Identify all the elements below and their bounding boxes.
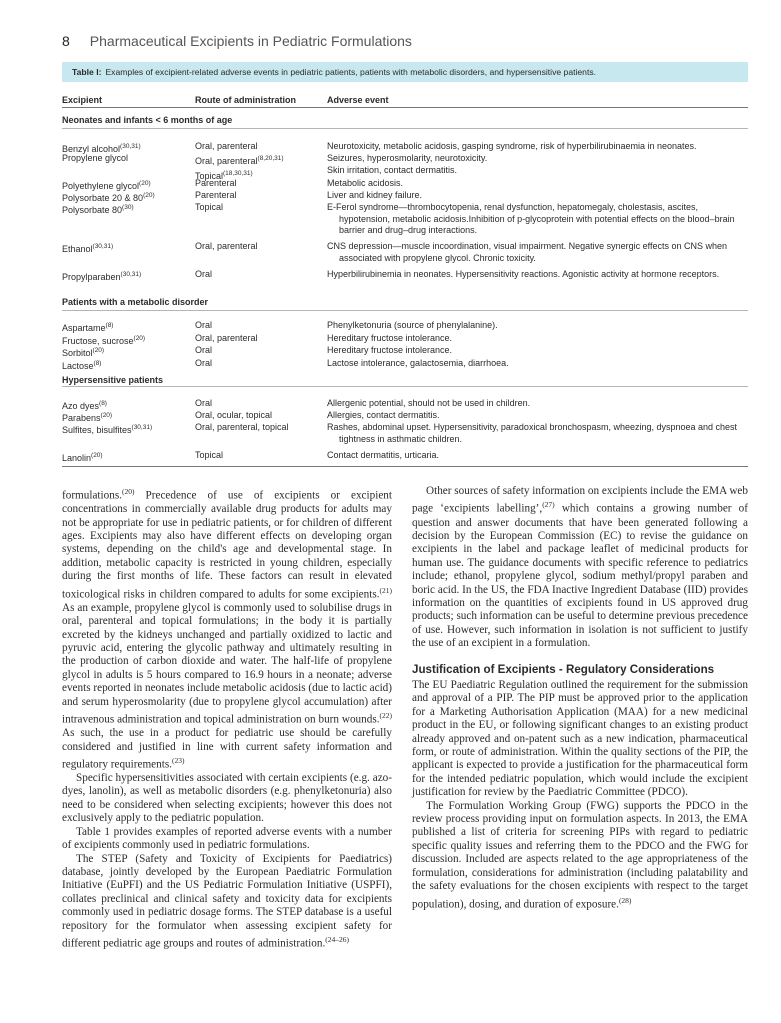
adverse-event-line: Allergenic potential, should not be used in children. xyxy=(327,398,531,408)
route-cell xyxy=(195,320,325,332)
excipient-cell xyxy=(62,450,190,465)
adverse-event-cell xyxy=(327,320,747,332)
table-section-title: Neonates and infants < 6 months of age xyxy=(62,115,233,125)
adverse-event-line: E-Ferol syndrome—thrombocytopenia, renal dysfunction, hepatomegaly, cholestasis, ascites, hypotension, metabolic acidosis.Inhibition of p-glycoprotein with potential effects on the blood–brain barrier and drug–drug interactions. xyxy=(327,202,735,235)
route-line: Oral, parenteral xyxy=(195,141,258,151)
adverse-event-line: Neurotoxicity, metabolic acidosis, gasping syndrome, risk of hyperbilirubinaemia in neonates. xyxy=(327,141,697,151)
table-section-rule xyxy=(62,310,748,311)
route-cell xyxy=(195,398,325,410)
adverse-event-cell xyxy=(327,241,747,264)
excipient-name: Aspartame xyxy=(62,323,106,333)
body-column-right xyxy=(412,485,748,912)
page-number: 8 xyxy=(62,33,70,49)
route-line: Oral, parenteral xyxy=(195,333,258,343)
route-cell xyxy=(195,333,325,345)
table-section-title: Patients with a metabolic disorder xyxy=(62,297,209,307)
adverse-event-line: Lactose intolerance, galactosemia, diarrhoea. xyxy=(327,358,509,368)
paragraph: The Formulation Working Group (FWG) supports the PDCO in the review process providing input on formulation aspects. In 2013, the EMA published a list of criteria for screening PIPs with regard to pediatric specific quality issues and referring them to the PDCO and the FWG for discussion. Included are aspects related to the age appropriateness of the formulation, considerations for administration (including palatability and the safety evaluations for the chosen excipients with respect to the target population), dosing, and duration of exposure.$^{(28)}$ xyxy=(412,799,748,911)
excipient-cell xyxy=(62,241,190,256)
adverse-event-line: Allergies, contact dermatitis. xyxy=(327,410,440,420)
excipient-cell xyxy=(62,422,190,437)
adverse-event-cell xyxy=(327,398,747,410)
adverse-event-line: Hereditary fructose intolerance. xyxy=(327,333,453,343)
route-cell xyxy=(195,190,325,202)
paragraph: Other sources of safety information on excipients include the EMA web page ‘excipients labelling’,$^{(27)}$ which contains a growing number of question and answer documents that have been generated following a decision by the European Commission (EC) to revise the guidance on excipients in the label and package leaflet of medicinal products for human use. The guidance documents with specific reference to pediatrics include; ethanol, propylene glycol, sodium methyl/propyl paraben and boric acid. In the US, the FDA Inactive Ingredient Database (IID) provides information on the quantities of excipients found in US approved drug products; such information can be useful to determine previous precedence of use. However, such information in isolation is not sufficient to justify the use of an excipient in a formulation. xyxy=(412,485,748,650)
route-cell xyxy=(195,410,325,422)
body-right-top xyxy=(412,485,748,651)
route-line: Oral, parenteral xyxy=(195,241,258,251)
citation-ref: (20) xyxy=(100,412,113,419)
route-cell xyxy=(195,358,325,370)
paragraph: The EU Paediatric Regulation outlined the requirement for the submission and approval of a PIP. The PIP must be approved prior to the application for a Marketing Authorisation Application (MAA) for a new medicinal product in the EU, or following significant changes to an existing product already approved and on-patent such as a new indication, pharmaceutical form, or route of administration. Within the quality sections of the PIP, the applicant is expected to provide a justification for the pharmaceutical form for the intended pediatric population, which would include the excipient justification for review by the Paediatric Committee (PDCO). xyxy=(412,679,748,799)
citation-ref: (30,31) xyxy=(92,243,114,250)
citation-ref: (20) xyxy=(92,347,105,354)
route-line: Topical xyxy=(195,202,224,212)
adverse-event-cell xyxy=(327,410,747,422)
citation-ref: (8) xyxy=(105,322,114,329)
adverse-event-cell xyxy=(327,141,747,153)
route-line: Oral xyxy=(195,358,213,368)
body-column-left xyxy=(62,485,392,951)
route-line: Oral xyxy=(195,320,213,330)
excipient-cell xyxy=(62,202,190,217)
citation-ref: (30,31) xyxy=(131,424,153,431)
excipient-name: Lactose xyxy=(62,361,94,371)
excipient-cell xyxy=(62,358,190,373)
excipient-name: Propylparaben xyxy=(62,272,121,282)
route-line: Oral, parenteral, topical xyxy=(195,422,289,432)
col-header-adverse-event: Adverse event xyxy=(327,95,389,105)
citation-ref: (8) xyxy=(93,360,102,367)
route-cell xyxy=(195,241,325,253)
adverse-event-line: Hyperbilirubinemia in neonates. Hypersensitivity reactions. Agonistic activity at hormone receptors. xyxy=(327,269,720,279)
adverse-event-cell xyxy=(327,450,747,462)
route-line: Oral xyxy=(195,398,213,408)
adverse-event-line: Liver and kidney failure. xyxy=(327,190,423,200)
adverse-event-cell xyxy=(327,422,747,445)
route-line: Topical xyxy=(195,450,224,460)
route-cell xyxy=(195,178,325,190)
adverse-event-cell xyxy=(327,153,747,176)
excipient-name: Fructose, sucrose xyxy=(62,336,134,346)
excipient-name: Ethanol xyxy=(62,244,93,254)
col-header-excipient: Excipient xyxy=(62,95,103,105)
route-line: Parenteral xyxy=(195,190,237,200)
table-header-rule xyxy=(62,107,748,108)
adverse-event-cell xyxy=(327,178,747,190)
col-header-route: Route of administration xyxy=(195,95,296,105)
excipient-name: Polysorbate 80 xyxy=(62,205,123,215)
adverse-event-line: Hereditary fructose intolerance. xyxy=(327,345,453,355)
excipient-name: Polyethylene glycol xyxy=(62,181,140,191)
running-title: Pharmaceutical Excipients in Pediatric Formulations xyxy=(89,33,412,49)
table-section-title: Hypersensitive patients xyxy=(62,375,164,385)
excipient-name: Propylene glycol xyxy=(62,153,129,163)
route-cell xyxy=(195,141,325,153)
adverse-event-cell xyxy=(327,202,747,237)
citation-ref: (20) xyxy=(143,192,155,199)
table-section-rule xyxy=(62,386,748,387)
adverse-event-cell xyxy=(327,190,747,202)
adverse-event-cell xyxy=(327,358,747,370)
adverse-event-cell xyxy=(327,345,747,357)
adverse-event-line: Contact dermatitis, urticaria. xyxy=(327,450,440,460)
citation-ref: (8) xyxy=(99,400,107,407)
adverse-event-line: Seizures, hyperosmolarity, neurotoxicity. xyxy=(327,153,488,163)
citation-ref: (30,31) xyxy=(120,143,141,150)
citation-ref: (30,31) xyxy=(120,271,142,278)
citation-ref: (20) xyxy=(139,180,151,187)
excipient-name: Polysorbate 20 & 80 xyxy=(62,193,144,203)
route-cell xyxy=(195,345,325,357)
route-line: Oral, parenteral$^{(8,20,31)}$ xyxy=(195,155,284,166)
adverse-event-cell xyxy=(327,333,747,345)
excipient-name: Benzyl alcohol xyxy=(62,144,121,154)
table-bottom-rule xyxy=(62,466,748,467)
adverse-event-line: Phenylketonuria (source of phenylalanine). xyxy=(327,320,498,330)
adverse-event-line: Skin irritation, contact dermatitis. xyxy=(327,164,458,175)
paragraph: The STEP (Safety and Toxicity of Excipients for Paediatrics) database, jointly developed by the European Paediatric Formulation Initiative (EuPFI) and the US Pediatric Formulation Initiative (USPFI), collates preclinical and clinical safety and toxicity data for excipients commonly used in pediatric dosage forms. The STEP database is a useful repository for the formulator when assessing excipient safety for different pediatric age groups and routes of administration.$^{(24-26)}$ xyxy=(62,852,392,950)
citation-ref: (20) xyxy=(91,452,103,459)
route-line: Oral xyxy=(195,269,213,279)
route-cell xyxy=(195,269,325,281)
paragraph: Specific hypersensitivities associated with certain excipients (e.g. azo-dyes, lanolin), as well as metabolic disorders (e.g. phenylketonuria) also need to be considered when selecting excipients; however this does not exclusively apply to the pediatric population. xyxy=(62,772,392,825)
table-caption xyxy=(62,62,748,82)
paragraph: formulations.$^{(20)}$ Precedence of use of excipients or excipient concentrations in commercially available drug products for adults may not be appropriate for use in pediatric patients, or for children of different ages. Excipients may also have different effects on developing organ systems, depending on the child's age and developmental stage. In addition, metabolic capacity is restricted in young children, especially during the first months of life. These factors can result in elevated toxicological risks in children compared to adults for some excipients.$^{(21)}$ As an example, propylene glycol is commonly used to solubilise drugs in oral, parenteral and topical formulations; in the body it is partially excreted by the kidneys unchanged and partially oxidized to lactic and pyruvic acid, entering the glycolic pathway and ultimately resulting in the production of carbon dioxide and water. The half-life of propylene glycol in adults is 5 hours compared to 16.9 hours in a neonate; adverse events reported in neonates include metabolic acidosis (due to lactic acid) and serum hyperosmolarity (due to propylene glycol accumulation) after intravenous administration and topical administration on burn wounds.$^{(22)}$ As such, the use in a product for pediatric use should be carefully considered and justified in line with current safety information and regulatory requirements.$^{(23)}$ xyxy=(62,487,392,771)
route-line: Oral, ocular, topical xyxy=(195,410,273,420)
adverse-event-cell xyxy=(327,269,747,281)
running-header xyxy=(62,33,412,49)
table-section-rule xyxy=(62,128,748,129)
excipient-name: Sorbitol xyxy=(62,348,93,358)
table-caption-label: Table I: xyxy=(72,67,102,77)
excipient-name: Lanolin xyxy=(62,453,92,463)
route-line: Parenteral xyxy=(195,178,237,188)
table-caption-text: Examples of excipient-related adverse events in pediatric patients, patients with metabolic disorders, and hypersensitive patients. xyxy=(105,67,597,77)
excipient-cell xyxy=(62,153,190,165)
section-heading: Justification of Excipients - Regulatory Considerations xyxy=(412,662,715,676)
paragraph: Table 1 provides examples of reported adverse events with a number of excipients commonly used in pediatric formulations. xyxy=(62,825,392,852)
excipient-cell xyxy=(62,269,190,284)
route-cell xyxy=(195,450,325,462)
adverse-event-line: Rashes, abdominal upset. Hypersensitivity, paradoxical bronchospasm, wheezing, dyspnoea and chest tightness in asthmatic children. xyxy=(327,422,738,444)
excipient-name: Azo dyes xyxy=(62,401,100,411)
route-cell xyxy=(195,202,325,214)
route-line: Topical$^{(18,30,31)}$ xyxy=(195,169,253,181)
adverse-event-line: Metabolic acidosis. xyxy=(327,178,404,188)
citation-ref: (30) xyxy=(122,204,134,211)
excipient-name: Parabens xyxy=(62,413,101,423)
citation-ref: (20) xyxy=(133,335,146,342)
excipient-name: Sulfites, bisulfites xyxy=(62,425,132,435)
adverse-event-line: CNS depression—muscle incoordination, visual impairment. Negative synergic effects on CNS when associated with propylene glycol. Chronic toxicity. xyxy=(327,241,728,263)
route-cell xyxy=(195,422,325,434)
route-line: Oral xyxy=(195,345,213,355)
body-right-bottom xyxy=(412,679,748,912)
